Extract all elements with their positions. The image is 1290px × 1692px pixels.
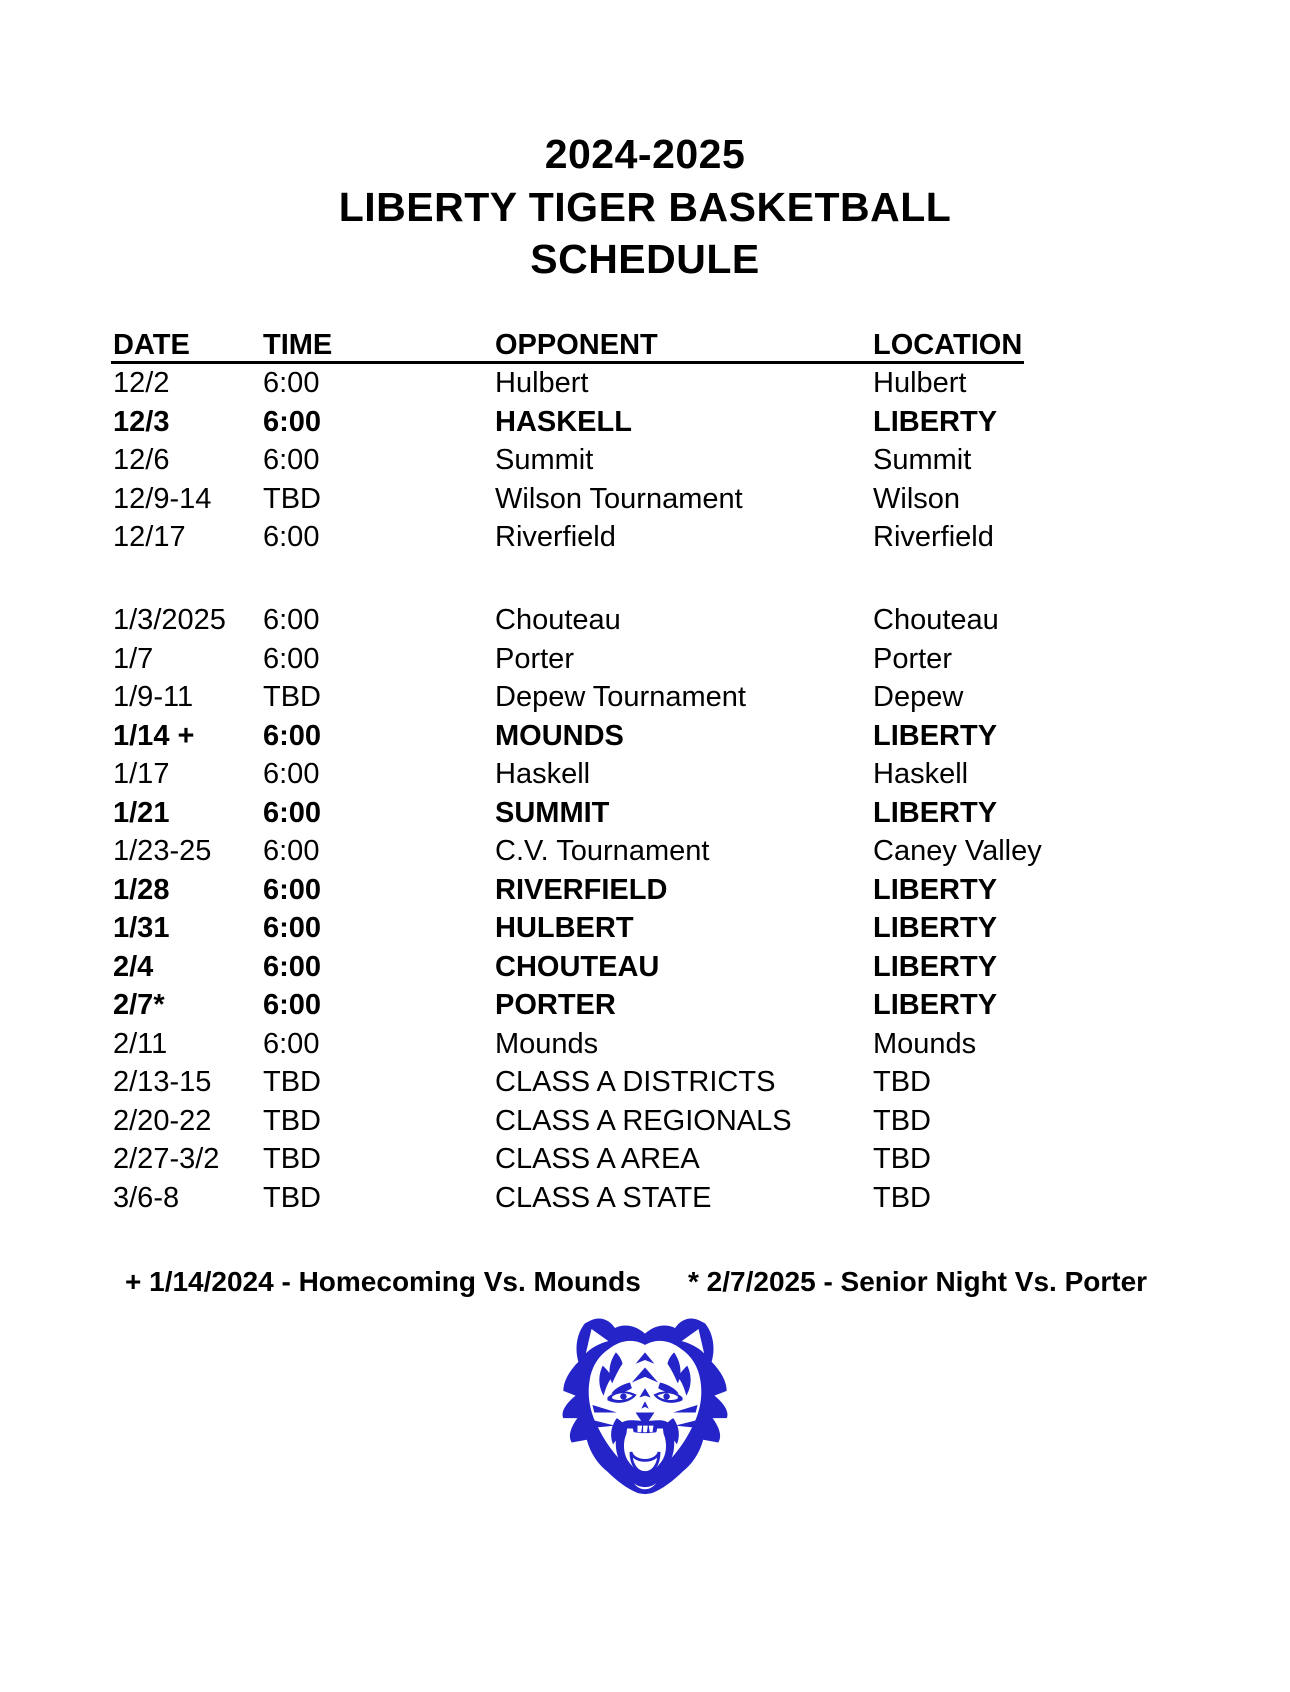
table-row [111,1063,1024,1102]
cell-date: 1/17 [113,758,170,790]
cell-opponent: HASKELL [495,405,632,438]
cell-location: Depew [873,681,964,713]
cell-date: 2/11 [113,1027,168,1060]
cell-location: LIBERTY [873,873,998,906]
cell-date: 1/14 + [113,719,195,752]
cell-location: Caney Valley [873,835,1042,867]
cell-time: TBD [263,482,321,515]
cell-location: LIBERTY [873,719,998,752]
cell-location: LIBERTY [873,405,998,438]
cell-time: 6:00 [263,642,320,675]
cell-location: Hulbert [873,367,967,399]
table-body [111,364,1042,1217]
cell-location: TBD [873,1104,931,1137]
cell-opponent: SUMMIT [495,796,610,829]
header-location: LOCATION [873,329,1023,361]
cell-time: 6:00 [263,719,322,752]
cell-time: 6:00 [263,1027,320,1060]
cell-time: TBD [263,1066,321,1098]
cell-time: TBD [263,1104,321,1137]
cell-date: 2/20-22 [113,1104,212,1137]
table-row [111,1179,1024,1218]
cell-date: 12/9-14 [113,482,212,515]
cell-opponent: CLASS A STATE [495,1181,712,1214]
table-row [111,755,1024,794]
cell-date: 1/23-25 [113,835,212,867]
table-row [111,794,1024,833]
table-row [111,678,1024,717]
title-schedule: SCHEDULE [530,236,760,282]
cell-date: 1/21 [113,796,170,829]
table-row [111,480,1024,519]
table-row [111,948,1024,987]
table-row [111,403,1024,442]
cell-opponent: CLASS A REGIONALS [495,1104,792,1137]
cell-date: 1/31 [113,912,170,944]
cell-time: TBD [263,1143,321,1175]
header-date: DATE [113,329,190,361]
page-title [0,128,1290,286]
cell-time: 6:00 [263,873,322,906]
cell-time: 6:00 [263,521,320,553]
cell-date: 12/17 [113,521,186,553]
cell-location: Haskell [873,758,969,790]
table-row [111,640,1024,679]
cell-opponent: CLASS A AREA [495,1143,700,1175]
cell-date: 12/6 [113,444,170,476]
tiger-head-logo [551,1313,739,1497]
table-row [111,986,1024,1025]
cell-opponent: Chouteau [495,604,621,636]
cell-time: 6:00 [263,758,320,790]
cell-date: 2/7* [113,989,165,1021]
cell-opponent: Wilson Tournament [495,482,743,515]
table-row [111,717,1024,756]
table-row [111,518,1024,557]
blank-row [111,557,1024,602]
cell-date: 12/3 [113,405,170,438]
cell-time: TBD [263,681,321,713]
cell-time: 6:00 [263,835,320,867]
cell-date: 1/28 [113,873,170,906]
cell-date: 2/4 [113,950,154,983]
table-row [111,364,1024,403]
cell-opponent: Mounds [495,1027,599,1060]
cell-location: TBD [873,1066,931,1098]
cell-time: 6:00 [263,950,322,983]
table-row [111,871,1024,910]
title-team: LIBERTY TIGER BASKETBALL [338,183,952,230]
cell-opponent: C.V. Tournament [495,835,710,867]
cell-date: 1/3/2025 [113,604,226,636]
cell-opponent: MOUNDS [495,719,624,752]
cell-location: Chouteau [873,604,999,636]
cell-location: TBD [873,1143,931,1175]
cell-location: Porter [873,642,952,675]
cell-time: 6:00 [263,405,322,438]
cell-time: TBD [263,1181,321,1214]
cell-time: 6:00 [263,604,320,636]
cell-date: 2/27-3/2 [113,1143,220,1175]
table-row [111,1102,1024,1141]
cell-time: 6:00 [263,989,322,1021]
cell-opponent: Summit [495,444,594,476]
cell-opponent: Riverfield [495,521,616,553]
table-row [111,832,1042,871]
schedule-table [111,329,1042,1217]
cell-location: LIBERTY [873,989,998,1021]
cell-date: 12/2 [113,367,170,399]
table-row [111,909,1024,948]
cell-location: Riverfield [873,521,994,553]
cell-location: LIBERTY [873,950,998,983]
cell-time: 6:00 [263,796,322,829]
title-season: 2024-2025 [544,131,746,177]
cell-time: 6:00 [263,912,322,944]
cell-date: 1/7 [113,642,154,675]
cell-date: 3/6-8 [113,1181,180,1214]
cell-opponent: PORTER [495,989,616,1021]
tiger-head-icon [551,1313,739,1497]
cell-opponent: CHOUTEAU [495,950,660,983]
table-header-row [111,330,1024,364]
cell-time: 6:00 [263,367,320,399]
cell-opponent: CLASS A DISTRICTS [495,1066,776,1098]
table-row [111,601,1024,640]
table-row [111,1140,1024,1179]
cell-location: Wilson [873,482,961,515]
homecoming-note: + 1/14/2024 - Homecoming Vs. Mounds [125,1266,641,1297]
cell-time: 6:00 [263,444,320,476]
cell-opponent: Depew Tournament [495,681,746,713]
cell-location: TBD [873,1181,931,1214]
table-row [111,1025,1024,1064]
cell-location: Summit [873,444,972,476]
cell-location: Mounds [873,1027,977,1060]
cell-opponent: Haskell [495,758,591,790]
header-opponent: OPPONENT [495,329,658,361]
cell-opponent: Porter [495,642,574,675]
table-row [111,441,1024,480]
footnotes [0,1266,1290,1300]
header-time: TIME [263,329,333,361]
cell-opponent: HULBERT [495,912,634,944]
cell-date: 2/13-15 [113,1066,212,1098]
cell-opponent: Hulbert [495,367,589,399]
cell-location: LIBERTY [873,912,998,944]
cell-opponent: RIVERFIELD [495,873,668,906]
senior-night-note: * 2/7/2025 - Senior Night Vs. Porter [688,1266,1148,1297]
cell-location: LIBERTY [873,796,998,829]
cell-date: 1/9-11 [113,681,194,713]
